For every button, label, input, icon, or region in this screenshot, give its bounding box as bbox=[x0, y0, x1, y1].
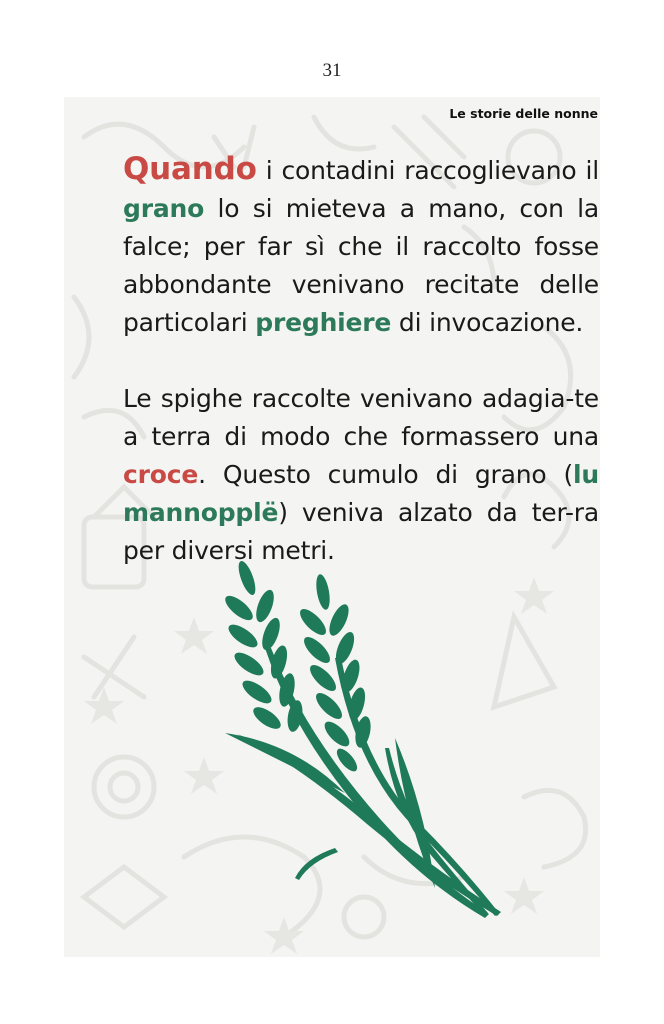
text-segment: . Questo cumulo di grano ( bbox=[198, 460, 574, 489]
highlight-preghiere: preghiere bbox=[255, 308, 392, 337]
text-segment: i contadini raccoglievano il bbox=[256, 156, 599, 185]
highlight-grano: grano bbox=[123, 194, 205, 223]
paragraph-2 bbox=[123, 380, 599, 570]
text-segment: Le spighe raccolte venivano adagia-te a terra di modo che formassero una bbox=[123, 384, 599, 451]
wheat-grains-left bbox=[225, 559, 305, 733]
text-segment: ) veniva alzato da ter-ra per diversi metri. bbox=[123, 498, 599, 565]
running-head: Le storie delle nonne bbox=[449, 106, 598, 121]
highlight-lu-mannopple: lu mannopplë bbox=[123, 460, 599, 527]
page-number: 31 bbox=[322, 60, 342, 81]
paragraph-1 bbox=[123, 150, 599, 342]
highlight-croce: croce bbox=[123, 460, 199, 489]
body-text bbox=[123, 150, 599, 570]
text-segment: lo si mieteva a mano, con la falce; per far sì che il raccolto fosse abbondante venivano recitate delle particolari bbox=[123, 194, 599, 337]
highlight-quando: Quando bbox=[123, 151, 257, 187]
wheat-grains-right bbox=[296, 573, 373, 774]
text-segment: di invocazione. bbox=[391, 308, 584, 337]
wheat-ears-icon bbox=[225, 548, 515, 918]
